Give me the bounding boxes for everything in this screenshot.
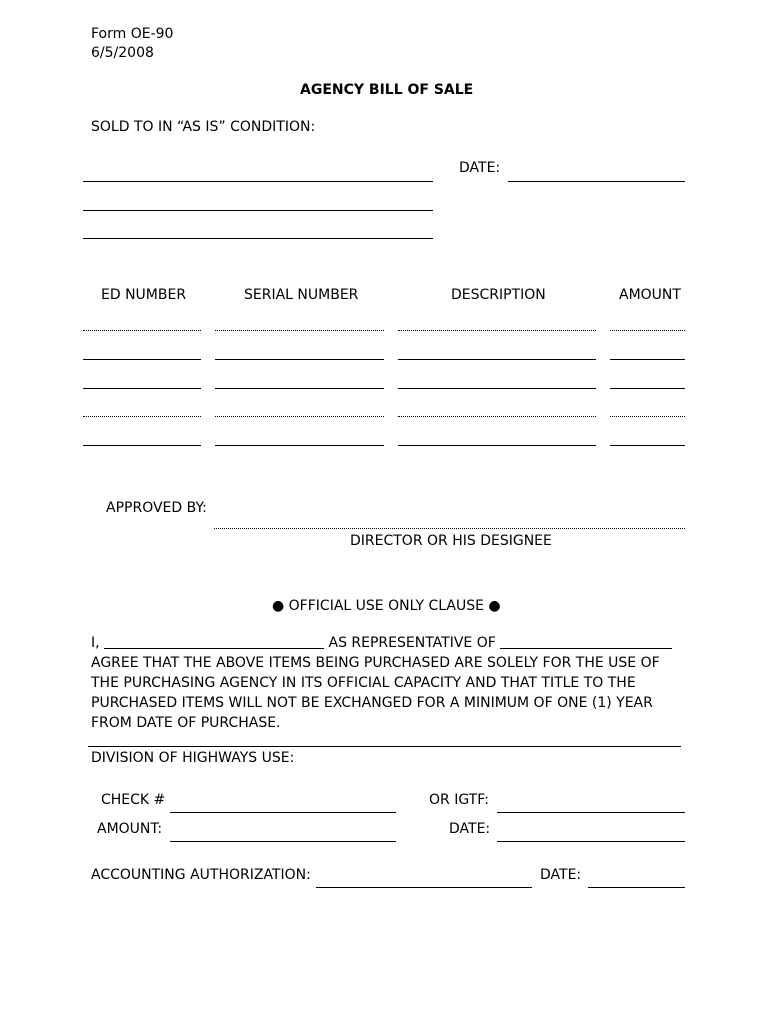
approved-by-signature-line[interactable] bbox=[214, 528, 685, 529]
serial-number-line[interactable] bbox=[215, 388, 384, 389]
ed-number-line[interactable] bbox=[83, 416, 201, 417]
amount-label: AMOUNT: bbox=[97, 821, 163, 837]
check-label: CHECK # bbox=[101, 792, 166, 808]
sold-to-line-1[interactable] bbox=[83, 181, 433, 182]
accounting-date-line[interactable] bbox=[588, 887, 685, 888]
serial-number-line[interactable] bbox=[215, 330, 384, 331]
clause-prefix: I, bbox=[91, 635, 100, 651]
igtf-line[interactable] bbox=[497, 812, 685, 813]
amount-line[interactable] bbox=[610, 445, 685, 446]
column-header-amount: AMOUNT bbox=[619, 287, 681, 303]
check-number-line[interactable] bbox=[170, 812, 396, 813]
amount-line[interactable] bbox=[610, 388, 685, 389]
column-header-description: DESCRIPTION bbox=[451, 287, 546, 303]
clause-heading: ● OFFICIAL USE ONLY CLAUSE ● bbox=[272, 598, 501, 614]
serial-number-line[interactable] bbox=[215, 416, 384, 417]
form-date: 6/5/2008 bbox=[91, 45, 154, 61]
clause-line: AGREE THAT THE ABOVE ITEMS BEING PURCHASED ARE SOLELY FOR THE USE OF bbox=[91, 655, 660, 671]
ed-number-line[interactable] bbox=[83, 359, 201, 360]
sold-to-date-line[interactable] bbox=[508, 181, 685, 182]
sold-to-label: SOLD TO IN “AS IS” CONDITION: bbox=[91, 119, 316, 135]
column-header-serial-number: SERIAL NUMBER bbox=[244, 287, 359, 303]
accounting-label: ACCOUNTING AUTHORIZATION: bbox=[91, 867, 311, 883]
amount-line[interactable] bbox=[610, 330, 685, 331]
description-line[interactable] bbox=[398, 445, 596, 446]
ed-number-line[interactable] bbox=[83, 445, 201, 446]
highways-date-label: DATE: bbox=[449, 821, 491, 837]
sold-to-line-2[interactable] bbox=[83, 210, 433, 211]
clause-text bbox=[91, 653, 691, 733]
igtf-label: OR IGTF: bbox=[429, 792, 489, 808]
signature-caption: DIRECTOR OR HIS DESIGNEE bbox=[350, 533, 552, 549]
highways-label: DIVISION OF HIGHWAYS USE: bbox=[91, 750, 295, 766]
clause-line: FROM DATE OF PURCHASE. bbox=[91, 715, 281, 731]
form-number: Form OE-90 bbox=[91, 26, 174, 42]
sold-to-line-3[interactable] bbox=[83, 238, 433, 239]
serial-number-line[interactable] bbox=[215, 445, 384, 446]
sold-to-date-label: DATE: bbox=[459, 160, 501, 176]
amount-line[interactable] bbox=[610, 416, 685, 417]
amount-field-line[interactable] bbox=[170, 841, 396, 842]
description-line[interactable] bbox=[398, 359, 596, 360]
description-line[interactable] bbox=[398, 416, 596, 417]
clause-representative-line bbox=[91, 634, 672, 652]
serial-number-line[interactable] bbox=[215, 359, 384, 360]
clause-line: THE PURCHASING AGENCY IN ITS OFFICIAL CAPACITY AND THAT TITLE TO THE bbox=[91, 675, 636, 691]
ed-number-line[interactable] bbox=[83, 330, 201, 331]
highways-date-line[interactable] bbox=[497, 841, 685, 842]
section-divider bbox=[88, 746, 681, 747]
representative-name-blank[interactable] bbox=[104, 648, 324, 649]
amount-line[interactable] bbox=[610, 359, 685, 360]
column-header-ed-number: ED NUMBER bbox=[101, 287, 187, 303]
clause-line: PURCHASED ITEMS WILL NOT BE EXCHANGED FOR A MINIMUM OF ONE (1) YEAR bbox=[91, 695, 653, 711]
description-line[interactable] bbox=[398, 388, 596, 389]
page-title: AGENCY BILL OF SALE bbox=[300, 82, 474, 98]
description-line[interactable] bbox=[398, 330, 596, 331]
approved-by-label: APPROVED BY: bbox=[106, 500, 207, 516]
ed-number-line[interactable] bbox=[83, 388, 201, 389]
agency-name-blank[interactable] bbox=[500, 648, 672, 649]
accounting-date-label: DATE: bbox=[540, 867, 582, 883]
accounting-signature-line[interactable] bbox=[316, 887, 532, 888]
clause-middle: AS REPRESENTATIVE OF bbox=[328, 635, 496, 651]
